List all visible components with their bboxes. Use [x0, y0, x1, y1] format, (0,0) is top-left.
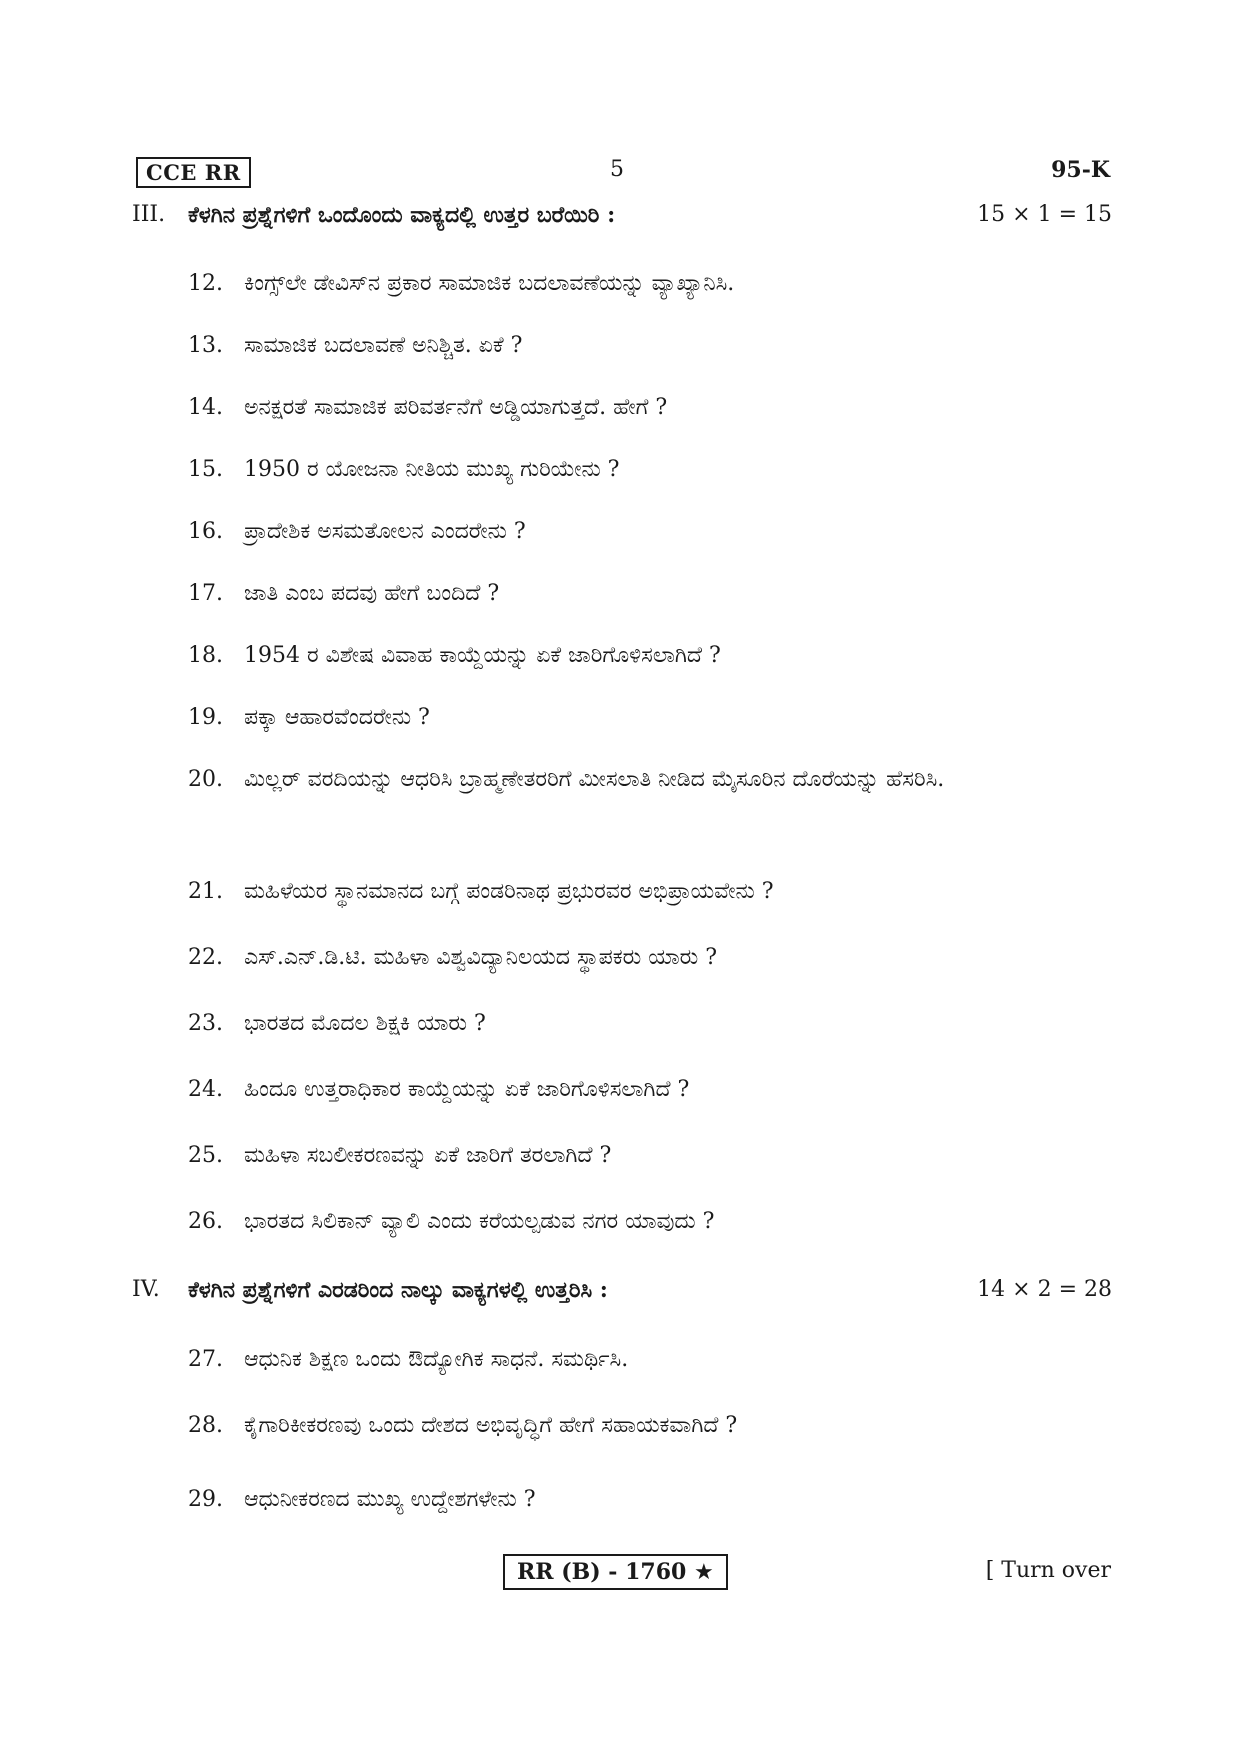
section-3-heading	[132, 197, 1112, 233]
question-text: ಪಕ್ಕಾ ಆಹಾರವೆಂದರೇನು ?	[244, 705, 430, 730]
section-marks: 14 × 2 = 28	[977, 1277, 1112, 1302]
question-number: 21.	[188, 879, 223, 904]
question-number: 18.	[188, 643, 223, 668]
section-title: ಕೆಳಗಿನ ಪ್ರಶ್ನೆಗಳಿಗೆ ಎರಡರಿಂದ ನಾಲ್ಕು ವಾಕ್ಯಗಳಲ್ಲಿ ಉತ್ತರಿಸಿ :	[188, 1277, 608, 1303]
star-icon: ★	[694, 1560, 714, 1585]
section-marks: 15 × 1 = 15	[977, 202, 1112, 227]
question-number: 29.	[188, 1487, 223, 1512]
question-text: ಮಹಿಳೆಯರ ಸ್ಥಾನಮಾನದ ಬಗ್ಗೆ ಪಂಡರಿನಾಥ ಪ್ರಭುರವರ ಅಭಿಪ್ರಾಯವೇನು ?	[244, 879, 774, 904]
section-4-heading	[132, 1272, 1112, 1308]
question-text: 1954 ರ ವಿಶೇಷ ವಿವಾಹ ಕಾಯ್ದೆಯನ್ನು ಏಕೆ ಜಾರಿಗೊಳಿಸಲಾಗಿದೆ ?	[244, 643, 721, 668]
question-number: 14.	[188, 395, 223, 420]
question-text: ಕಿಂಗ್ಸ್‌ಲೇ ಡೇವಿಸ್‌ನ ಪ್ರಕಾರ ಸಾಮಾಜಿಕ ಬದಲಾವಣೆಯನ್ನು ವ್ಯಾಖ್ಯಾನಿಸಿ.	[244, 271, 735, 296]
page-number: 5	[610, 157, 624, 182]
question-text: ಆಧುನೀಕರಣದ ಮುಖ್ಯ ಉದ್ದೇಶಗಳೇನು ?	[244, 1487, 536, 1512]
question-number: 27.	[188, 1347, 223, 1372]
question-text: ಭಾರತದ ಮೊದಲ ಶಿಕ್ಷಕಿ ಯಾರು ?	[244, 1011, 486, 1036]
question-number: 22.	[188, 945, 223, 970]
question-text: ಕೈಗಾರಿಕೀಕರಣವು ಒಂದು ದೇಶದ ಅಭಿವೃದ್ಧಿಗೆ ಹೇಗೆ ಸಹಾಯಕವಾಗಿದೆ ?	[244, 1413, 738, 1438]
question-number: 19.	[188, 705, 223, 730]
question-number: 28.	[188, 1413, 223, 1438]
question-text: 1950 ರ ಯೋಜನಾ ನೀತಿಯ ಮುಖ್ಯ ಗುರಿಯೇನು ?	[244, 457, 620, 482]
question-text: ಹಿಂದೂ ಉತ್ತರಾಧಿಕಾರ ಕಾಯ್ದೆಯನ್ನು ಏಕೆ ಜಾರಿಗೊಳಿಸಲಾಗಿದೆ ?	[244, 1077, 690, 1102]
question-number: 25.	[188, 1143, 223, 1168]
turn-over-note: [ Turn over	[985, 1558, 1111, 1583]
question-text: ಮಹಿಳಾ ಸಬಲೀಕರಣವನ್ನು ಏಕೆ ಜಾರಿಗೆ ತರಲಾಗಿದೆ ?	[244, 1143, 612, 1168]
question-text: ಪ್ರಾದೇಶಿಕ ಅಸಮತೋಲನ ಎಂದರೇನು ?	[244, 519, 526, 544]
section-number: IV.	[132, 1277, 160, 1302]
section-number: III.	[132, 202, 166, 227]
question-number: 23.	[188, 1011, 223, 1036]
page-header	[136, 157, 1110, 197]
question-number: 20.	[188, 767, 223, 792]
question-text: ಅನಕ್ಷರತೆ ಸಾಮಾಜಿಕ ಪರಿವರ್ತನೆಗೆ ಅಡ್ಡಿಯಾಗುತ್ತದೆ. ಹೇಗೆ ?	[244, 395, 668, 420]
question-text: ಎಸ್.ಎನ್.ಡಿ.ಟಿ. ಮಹಿಳಾ ವಿಶ್ವವಿದ್ಯಾನಿಲಯದ ಸ್ಥಾಪಕರು ಯಾರು ?	[244, 945, 718, 970]
footer-code-box	[503, 1554, 728, 1590]
footer-code: RR (B) - 1760	[517, 1559, 687, 1585]
question-number: 12.	[188, 271, 223, 296]
question-number: 16.	[188, 519, 223, 544]
question-number: 15.	[188, 457, 223, 482]
question-text: ಆಧುನಿಕ ಶಿಕ್ಷಣ ಒಂದು ಔದ್ಯೋಗಿಕ ಸಾಧನೆ. ಸಮರ್ಥಿಸಿ.	[244, 1347, 629, 1372]
question-number: 26.	[188, 1209, 223, 1234]
question-text: ಸಾಮಾಜಿಕ ಬದಲಾವಣೆ ಅನಿಶ್ಚಿತ. ಏಕೆ ?	[244, 333, 523, 358]
question-number: 13.	[188, 333, 223, 358]
paper-code: 95-K	[1051, 157, 1110, 183]
question-number: 24.	[188, 1077, 223, 1102]
question-text: ಮಿಲ್ಲರ್ ವರದಿಯನ್ನು ಆಧರಿಸಿ ಬ್ರಾಹ್ಮಣೇತರರಿಗೆ ಮೀಸಲಾತಿ ನೀಡಿದ ಮೈಸೂರಿನ ದೊರೆಯನ್ನು ಹೆಸರಿಸಿ.	[244, 767, 945, 792]
exam-code-box: CCE RR	[136, 157, 251, 188]
question-number: 17.	[188, 581, 223, 606]
question-text: ಜಾತಿ ಎಂಬ ಪದವು ಹೇಗೆ ಬಂದಿದೆ ?	[244, 581, 500, 606]
section-title: ಕೆಳಗಿನ ಪ್ರಶ್ನೆಗಳಿಗೆ ಒಂದೊಂದು ವಾಕ್ಯದಲ್ಲಿ ಉತ್ತರ ಬರೆಯಿರಿ :	[188, 202, 616, 228]
question-text: ಭಾರತದ ಸಿಲಿಕಾನ್ ವ್ಯಾಲಿ ಎಂದು ಕರೆಯಲ್ಪಡುವ ನಗರ ಯಾವುದು ?	[244, 1209, 715, 1234]
